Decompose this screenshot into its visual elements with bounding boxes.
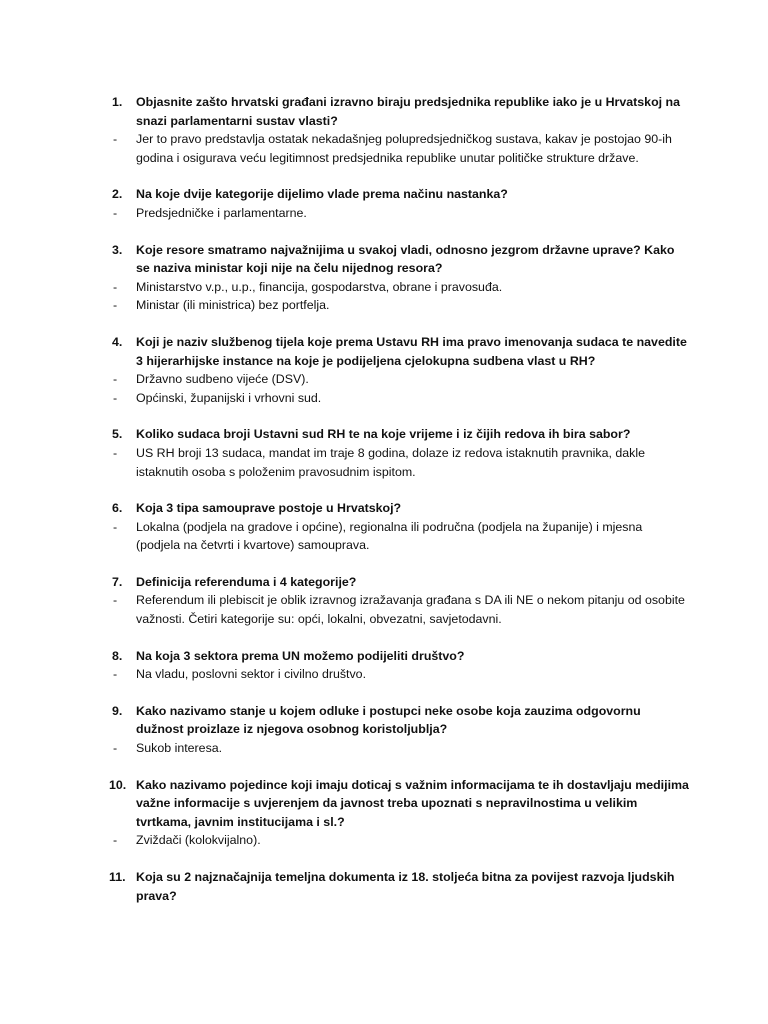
question-heading <box>109 573 689 592</box>
question-number: 10. <box>109 777 127 792</box>
bullet-dash: - <box>113 372 118 387</box>
answer-text: Zviždači (kolokvijalno). <box>136 833 261 848</box>
question-heading <box>109 333 689 370</box>
question-number: 1. <box>112 95 123 109</box>
answer-line <box>109 130 689 167</box>
bullet-dash: - <box>113 390 118 405</box>
question-text: Koje resore smatramo najvažnijima u svakoj vladi, odnosno jezgrom državne uprave? Kako se naziva ministar koji nije na čelu nijednog resora? <box>136 242 675 276</box>
bullet-dash: - <box>113 667 118 682</box>
answer-text: Predsjedničke i parlamentarne. <box>136 205 307 220</box>
answer-text: Državno sudbeno vijeće (DSV). <box>136 372 309 387</box>
question-heading <box>109 241 689 278</box>
question-number: 7. <box>112 574 123 589</box>
question-heading <box>109 499 689 518</box>
question-item <box>109 573 689 629</box>
answer-line <box>109 518 689 555</box>
question-heading <box>109 868 689 905</box>
answer-text: Referendum ili plebiscit je oblik izravnog izražavanja građana s DA ili NE o nekom pitanju od osobite važnosti. Četiri kategorije su: opći, lokalni, obvezatni, savjetodavni. <box>136 593 685 627</box>
bullet-dash: - <box>113 298 118 313</box>
question-number: 11. <box>109 870 126 884</box>
answer-text: US RH broji 13 sudaca, mandat im traje 8 godina, dolaze iz redova istaknutih pravnika, dakle istaknutih osoba s položenim pravosudnim ispitom. <box>136 445 645 479</box>
question-item <box>109 776 689 850</box>
question-heading <box>109 702 689 739</box>
question-text: Kako nazivamo pojedince koji imaju doticaj s važnim informacijama te ih dostavljaju medijima važne informacije s uvjerenjem da javnost treba upoznati s nepravilnostima u velikim tvrtkama, javnim institucijama i sl.? <box>136 777 689 829</box>
question-text: Objasnite zašto hrvatski građani izravno biraju predsjednika republike iako je u Hrvatskoj na snazi parlamentarni sustav vlasti? <box>136 95 680 128</box>
bullet-dash: - <box>113 132 118 147</box>
question-number: 2. <box>112 187 123 202</box>
answer-text: Ministarstvo v.p., u.p., financija, gospodarstva, obrane i pravosuđa. <box>136 279 503 294</box>
answer-text: Na vladu, poslovni sektor i civilno društvo. <box>136 667 367 682</box>
question-item <box>109 702 689 758</box>
question-item <box>109 499 689 555</box>
answer-line <box>109 370 689 389</box>
answer-text: Jer to pravo predstavlja ostatak nekadašnjeg polupredsjedničkog sustava, kakav je postojao 90-ih godina i osigurava veću legitimnost predsjednika republike unutar političke strukture države. <box>136 132 672 165</box>
question-number: 3. <box>112 242 123 257</box>
answer-text: Lokalna (podjela na gradove i općine), regionalna ili područna (podjela na županije) i mjesna (podjela na četvrti i kvartove) samouprava. <box>136 519 643 553</box>
answer-line <box>109 444 689 481</box>
bullet-dash: - <box>113 741 118 756</box>
answer-line <box>109 591 689 628</box>
answer-text: Općinski, županijski i vrhovni sud. <box>136 390 322 405</box>
bullet-dash: - <box>113 205 118 220</box>
question-text: Koji je naziv službenog tijela koje prema Ustavu RH ima pravo imenovanja sudaca te navedite 3 hijerarhijske instance na koje je podijeljena cjelokupna sudbena vlast u RH? <box>136 334 687 368</box>
question-item <box>109 868 689 905</box>
question-item <box>109 185 689 222</box>
question-number: 4. <box>112 334 123 349</box>
answer-line <box>109 389 689 408</box>
answer-line <box>109 278 689 297</box>
question-text: Koliko sudaca broji Ustavni sud RH te na koje vrijeme i iz čijih redova ih bira sabor? <box>136 427 631 442</box>
question-item <box>109 647 689 684</box>
answer-line <box>109 296 689 315</box>
question-heading <box>109 93 689 130</box>
bullet-dash: - <box>113 445 118 460</box>
question-item <box>109 241 689 315</box>
answer-line <box>109 831 689 850</box>
question-heading <box>109 425 689 444</box>
question-item <box>109 425 689 481</box>
question-list <box>109 93 689 923</box>
answer-line <box>109 665 689 684</box>
question-text: Na koja 3 sektora prema UN možemo podijeliti društvo? <box>136 648 465 663</box>
question-item <box>109 93 689 167</box>
bullet-dash: - <box>113 519 118 534</box>
question-item <box>109 333 689 407</box>
question-number: 5. <box>112 427 123 442</box>
question-number: 9. <box>112 703 123 718</box>
question-text: Kako nazivamo stanje u kojem odluke i postupci neke osobe koja zauzima odgovornu dužnost proizlaze iz njegova osobnog koristoljublja? <box>136 703 641 737</box>
bullet-dash: - <box>113 593 118 608</box>
question-heading <box>109 185 689 204</box>
answer-text: Sukob interesa. <box>136 741 223 756</box>
question-heading <box>109 647 689 666</box>
answer-line <box>109 204 689 223</box>
question-text: Definicija referenduma i 4 kategorije? <box>136 574 357 589</box>
question-text: Koja su 2 najznačajnija temeljna dokumenta iz 18. stoljeća bitna za povijest razvoja ljudskih prava? <box>136 870 675 903</box>
question-number: 8. <box>112 648 123 663</box>
question-text: Koja 3 tipa samouprave postoje u Hrvatskoj? <box>136 501 402 516</box>
question-text: Na koje dvije kategorije dijelimo vlade prema načinu nastanka? <box>136 187 508 202</box>
bullet-dash: - <box>113 279 118 294</box>
answer-line <box>109 739 689 758</box>
answer-text: Ministar (ili ministrica) bez portfelja. <box>136 298 330 313</box>
question-heading <box>109 776 689 832</box>
bullet-dash: - <box>113 833 118 848</box>
question-number: 6. <box>112 501 123 516</box>
